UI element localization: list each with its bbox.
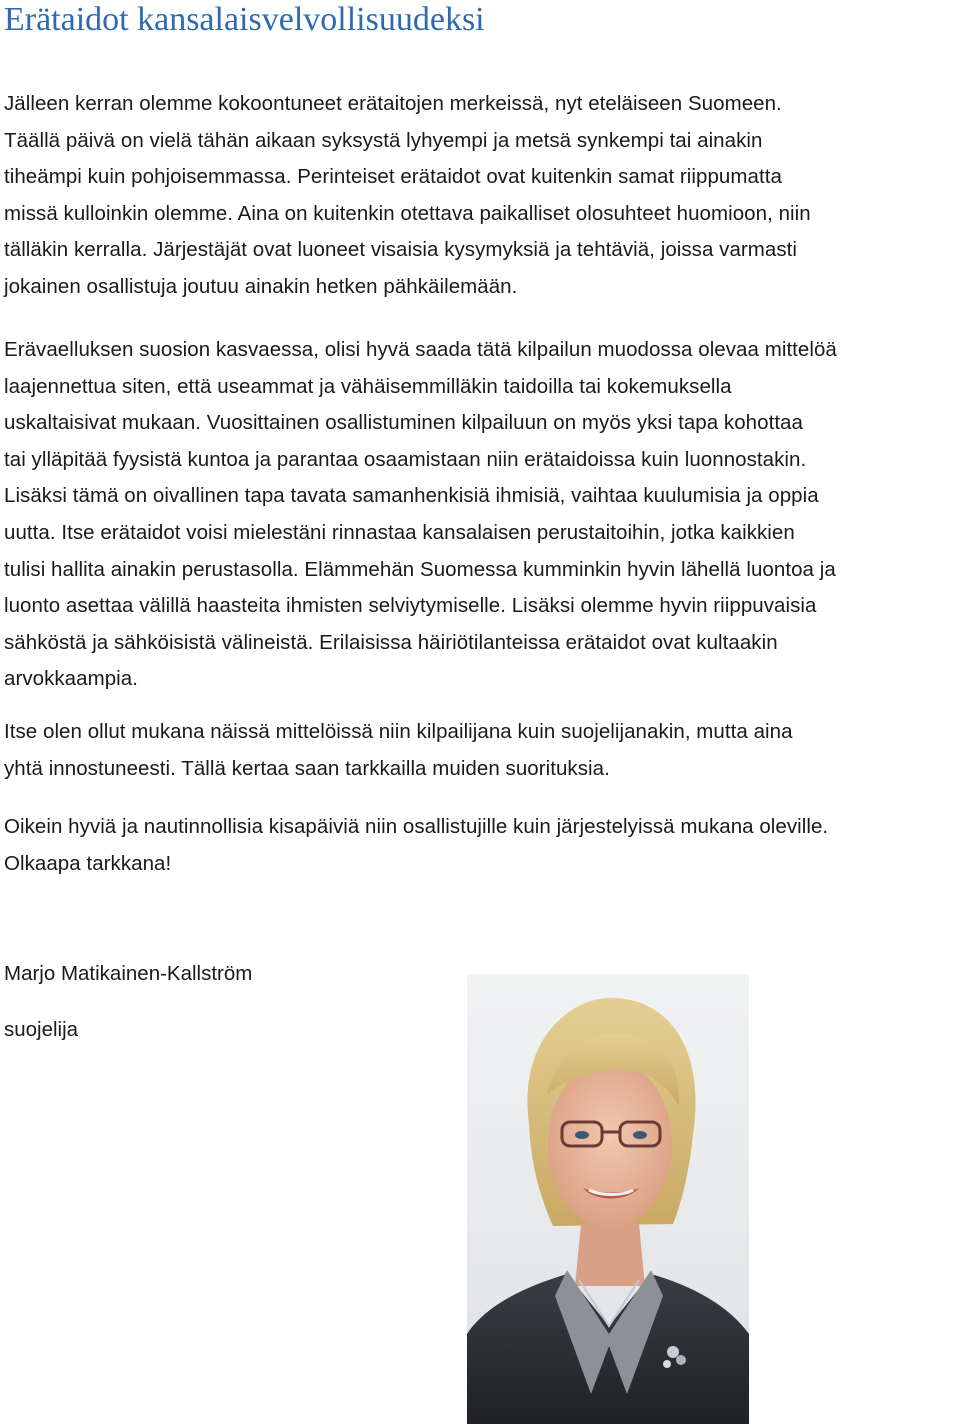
paragraph-line: uskaltaisivat mukaan. Vuosittainen osallistuminen kilpailuun on myös yksi tapa kohottaa <box>4 411 803 435</box>
paragraph-personal <box>4 714 954 787</box>
paragraph-line: Lisäksi tämä on oivallinen tapa tavata samanhenkisiä ihmisiä, vaihtaa kuulumisia ja oppia <box>4 484 819 508</box>
paragraph-line: tai ylläpitää fyysistä kuntoa ja parantaa osaamistaan niin erätaidoissa kuin luonnostakin. <box>4 447 807 471</box>
article-title: Erätaidot kansalaisvelvollisuudeksi <box>4 1 485 38</box>
left-eye <box>575 1131 589 1139</box>
paragraph-line: Erävaelluksen suosion kasvaessa, olisi hyvä saada tätä kilpailun muodossa olevaa mittelöä <box>4 338 837 361</box>
signature-role: suojelija <box>4 1018 79 1041</box>
paragraph-line: Jälleen kerran olemme kokoontuneet erätaitojen merkeissä, nyt eteläiseen Suomeen. <box>4 92 782 115</box>
paragraph-body <box>4 332 954 698</box>
paragraph-line: yhtä innostuneesti. Tällä kertaa saan tarkkailla muiden suorituksia. <box>4 756 610 780</box>
paragraph-closing <box>4 809 954 882</box>
paragraph-line: uutta. Itse erätaidot voisi mielestäni rinnastaa kansalaisen perustaitoihin, jotka kaikkien <box>4 520 795 544</box>
paragraph-line: Olkaapa tarkkana! <box>4 851 172 875</box>
paragraph-line: tiheämpi kuin pohjoisemmassa. Perinteiset erätaidot ovat kuitenkin samat riippumatta <box>4 165 782 189</box>
paragraph-line: luonto asettaa välillä haasteita ihmisten selviytymiselle. Lisäksi olemme hyvin riippuvaisia <box>4 594 817 618</box>
paragraph-line: tälläkin kerralla. Järjestäjät ovat luoneet visaisia kysymyksiä ja tehtäviä, joissa varmasti <box>4 238 798 262</box>
neck-shape <box>575 1224 645 1286</box>
paragraph-line: Oikein hyviä ja nautinnollisia kisapäiviä niin osallistujille kuin järjestelyissä mukana oleville. <box>4 815 829 838</box>
paragraph-line: arvokkaampia. <box>4 667 138 691</box>
signature-name: Marjo Matikainen-Kallström <box>4 962 253 985</box>
portrait-illustration <box>467 974 749 1424</box>
right-eye <box>633 1131 647 1139</box>
paragraph-line: laajennettua siten, että useammat ja vähäisemmilläkin taidoilla tai kokemuksella <box>4 374 732 398</box>
paragraph-intro <box>4 86 954 306</box>
paragraph-line: tulisi hallita ainakin perustasolla. Elämmehän Suomessa kumminkin hyvin lähellä luontoa ja <box>4 557 836 581</box>
author-portrait <box>467 974 749 1424</box>
paragraph-line: Täällä päivä on vielä tähän aikaan syksystä lyhyempi ja metsä synkempi tai ainakin <box>4 128 763 152</box>
paragraph-line: missä kulloinkin olemme. Aina on kuitenkin otettava paikalliset olosuhteet huomioon, niin <box>4 201 811 225</box>
paragraph-line: sähköstä ja sähköisistä välineistä. Erilaisissa häiriötilanteissa erätaidot ovat kultaakin <box>4 630 778 654</box>
paragraph-line: jokainen osallistuja joutuu ainakin hetken pähkäilemään. <box>4 274 518 298</box>
paragraph-line: Itse olen ollut mukana näissä mittelöissä niin kilpailijana kuin suojelijanakin, mutta aina <box>4 720 793 743</box>
